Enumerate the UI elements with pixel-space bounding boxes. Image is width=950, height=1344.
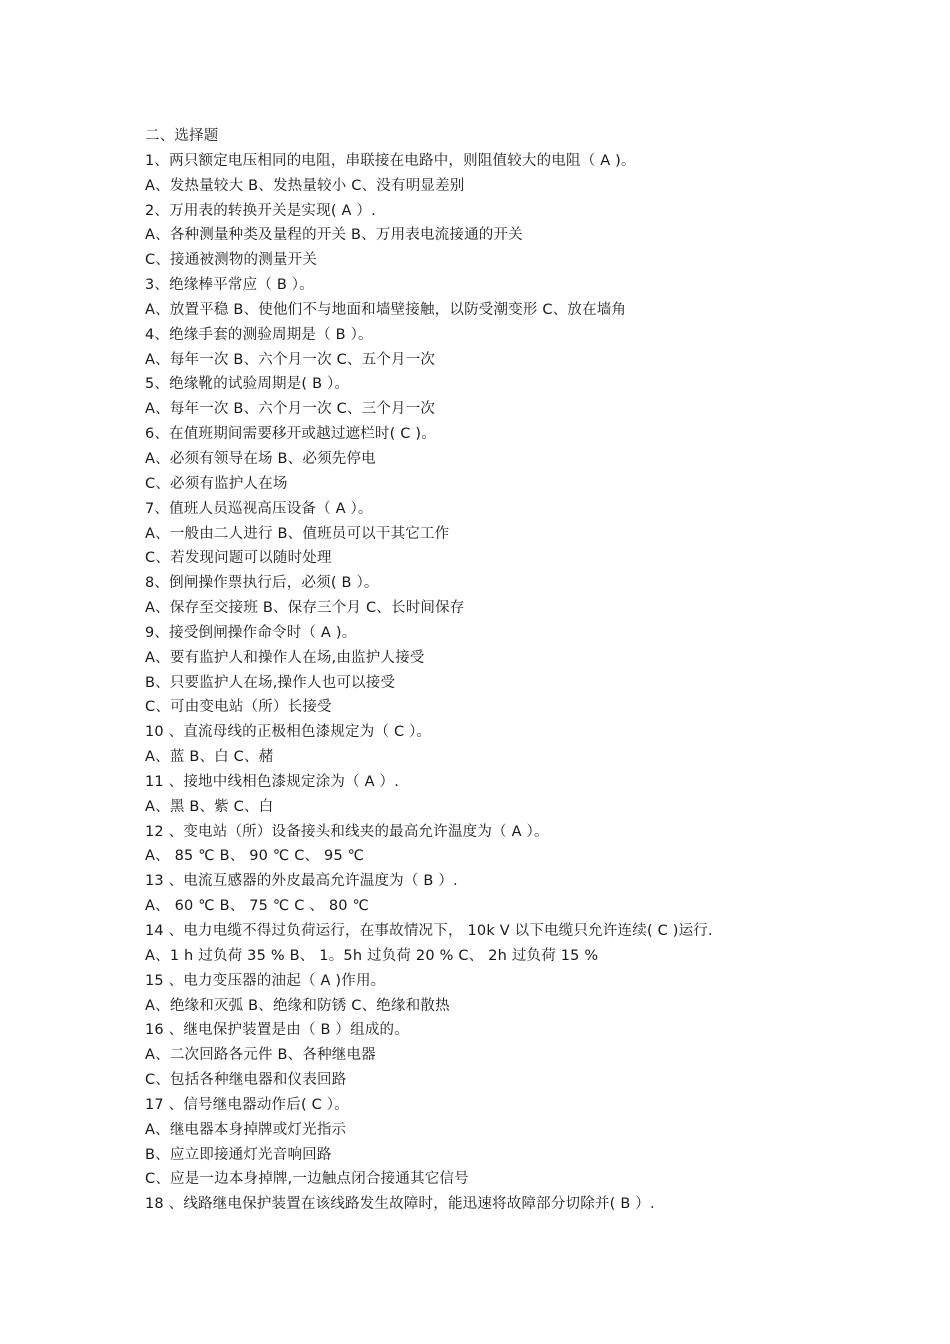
document-line: 5、绝缘靴的试验周期是( B ）。 — [145, 376, 350, 393]
document-line: C、包括各种继电器和仪表回路 — [145, 1072, 347, 1089]
document-line: A、二次回路各元件 B、各种继电器 — [145, 1047, 376, 1064]
document-line: A、要有监护人和操作人在场,由监护人接受 — [145, 649, 425, 666]
document-line: C、应是一边本身掉牌,一边触点闭合接通其它信号 — [145, 1171, 469, 1188]
document-line: 1、两只额定电压相同的电阻，串联接在电路中，则阻值较大的电阻（ A )。 — [145, 152, 636, 169]
document-line: A、放置平稳 B、使他们不与地面和墙壁接触，以防受潮变形 C、放在墙角 — [145, 301, 627, 318]
document-line: C、若发现问题可以随时处理 — [145, 550, 332, 567]
document-line: 9、接受倒闸操作命令时（ A )。 — [145, 624, 357, 641]
section-heading: 二、选择题 — [145, 128, 219, 144]
document-line: A、每年一次 B、六个月一次 C、五个月一次 — [145, 351, 436, 368]
document-line: 14 、电力电缆不得过负荷运行，在事故情况下， 10k V 以下电缆只允许连续( C )运行. — [145, 923, 713, 939]
document-line: A、每年一次 B、六个月一次 C、三个月一次 — [145, 401, 436, 418]
document-line: 15 、电力变压器的油起（ A )作用。 — [145, 972, 386, 989]
document-line: C、可由变电站（所）长接受 — [145, 699, 332, 716]
document-line: 4、绝缘手套的测验周期是（ B ）。 — [145, 326, 373, 343]
document-line: 2、万用表的转换开关是实现( A ）. — [145, 202, 376, 219]
document-line: 3、绝缘棒平常应（ B ）。 — [145, 277, 314, 294]
document-line: A、各种测量种类及量程的开关 B、万用表电流接通的开关 — [145, 227, 523, 244]
document-line: 13 、电流互感器的外皮最高允许温度为（ B ）. — [145, 873, 458, 890]
document-line: A、黑 B、紫 C、白 — [145, 798, 274, 815]
document-line: B、应立即接通灯光音响回路 — [145, 1146, 332, 1163]
document-line: 17 、信号继电器动作后( C ）。 — [145, 1096, 349, 1113]
document-line: A、继电器本身掉牌或灯光指示 — [145, 1121, 347, 1138]
document-line: 11 、接地中线相色漆规定涂为（ A ）. — [145, 773, 400, 790]
document-line: C、接通被测物的测量开关 — [145, 252, 318, 269]
document-line: A、绝缘和灭弧 B、绝缘和防锈 C、绝缘和散热 — [145, 997, 450, 1014]
document-line: A、 85 ℃ B、 90 ℃ C、 95 ℃ — [145, 848, 365, 865]
document-line: 18 、线路继电保护装置在该线路发生故障时，能迅速将故障部分切除并( B ）. — [145, 1196, 655, 1213]
document-line: 12 、变电站（所）设备接头和线夹的最高允许温度为（ A ）。 — [145, 823, 549, 840]
document-line: C、必须有监护人在场 — [145, 475, 288, 492]
document-body — [145, 124, 865, 1217]
document-line: A、蓝 B、白 C、赭 — [145, 749, 274, 766]
document-line: 8、倒闸操作票执行后，必须( B ）。 — [145, 575, 379, 592]
document-line: A、一般由二人进行 B、值班员可以干其它工作 — [145, 525, 450, 542]
document-line: A、必须有领导在场 B、必须先停电 — [145, 450, 376, 467]
document-line: 16 、继电保护装置是由（ B ）组成的。 — [145, 1022, 409, 1039]
document-line: B、只要监护人在场,操作人也可以接受 — [145, 674, 396, 691]
document-line: A、发热量较大 B、发热量较小 C、没有明显差别 — [145, 177, 465, 194]
document-line: 6、在值班期间需要移开或越过遮栏时( C )。 — [145, 426, 436, 443]
document-line: A、保存至交接班 B、保存三个月 C、长时间保存 — [145, 600, 465, 617]
document-line: 10 、直流母线的正极相色漆规定为（ C ）。 — [145, 724, 432, 741]
document-line: 7、值班人员巡视高压设备（ A ）。 — [145, 500, 373, 517]
document-line: A、1 h 过负荷 35 % B、 1。5h 过负荷 20 % C、 2h 过负荷 15 % — [145, 947, 599, 964]
document-line: A、 60 ℃ B、 75 ℃ C 、 80 ℃ — [145, 898, 369, 915]
